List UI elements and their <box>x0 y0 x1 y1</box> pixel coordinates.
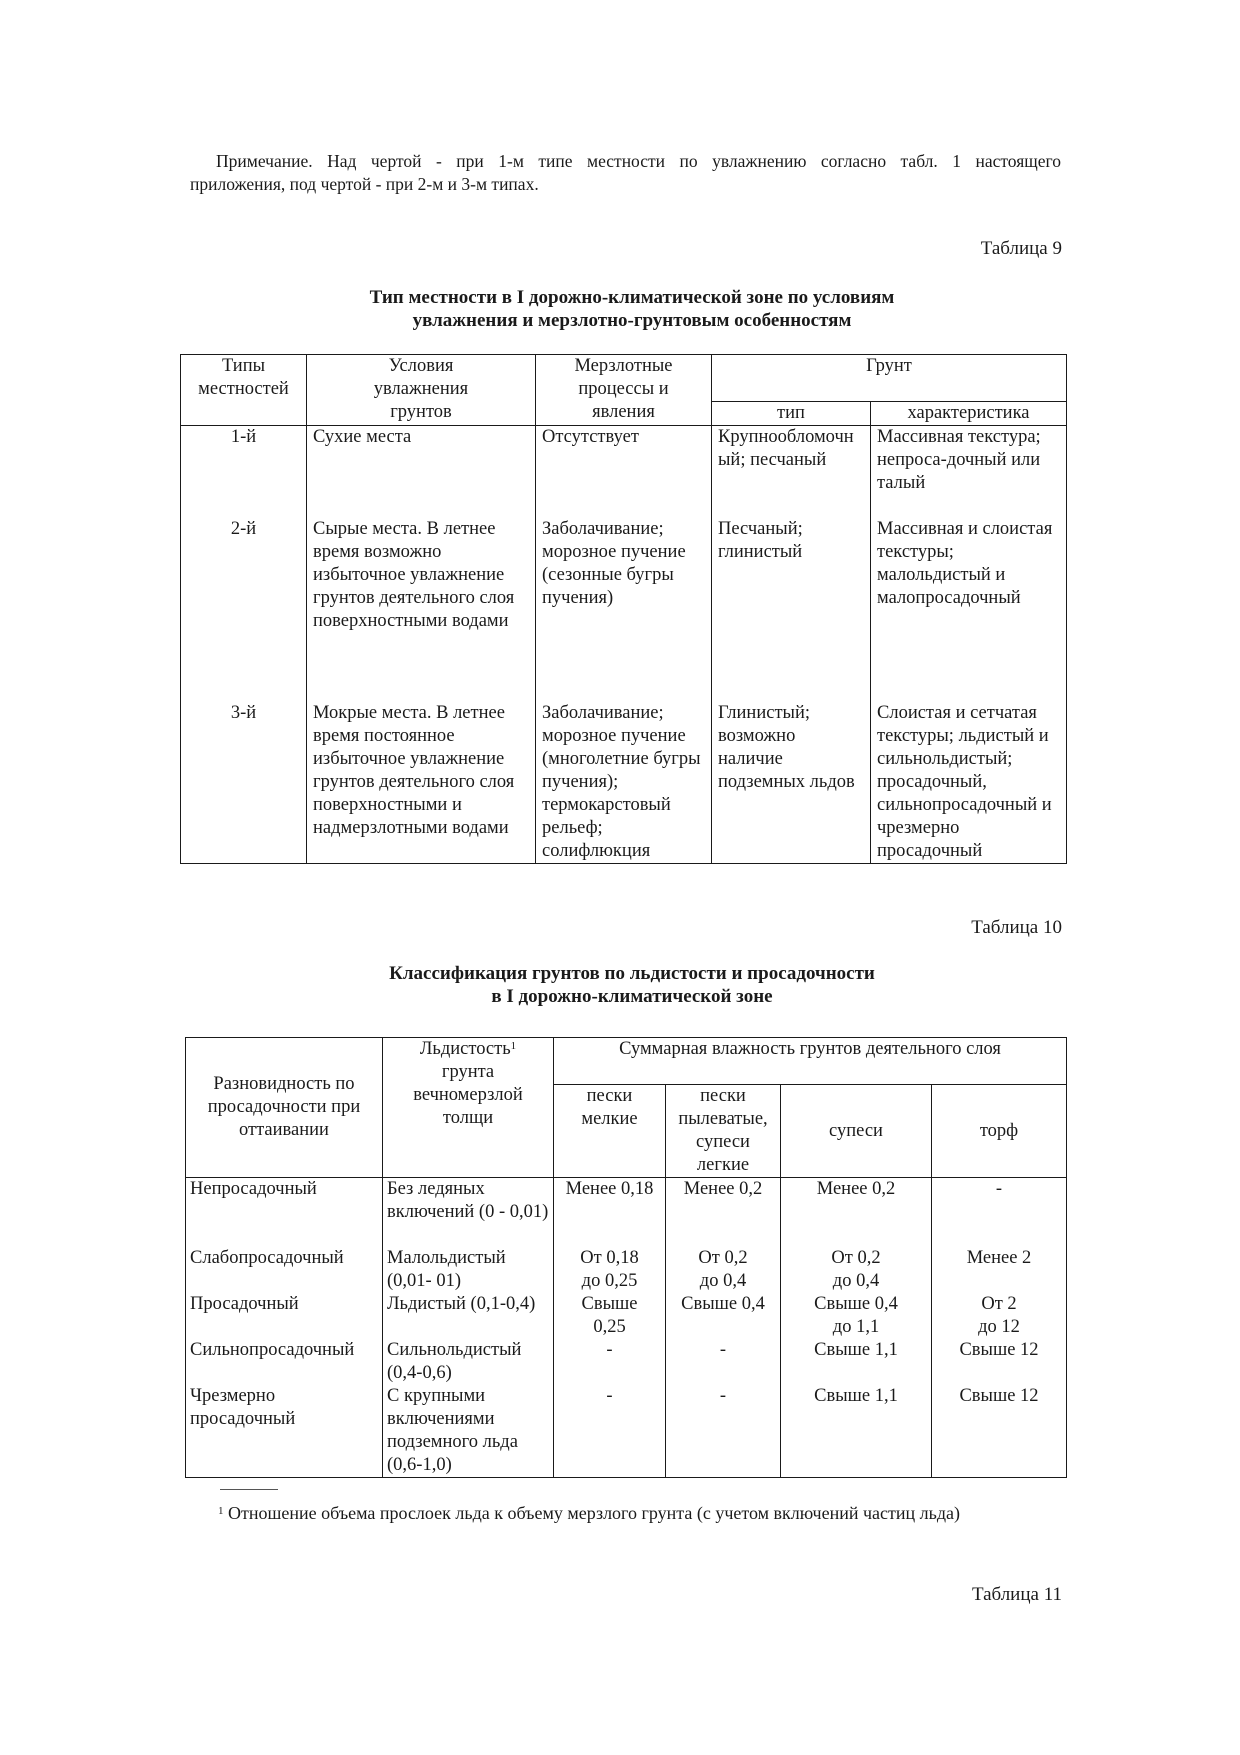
t10-cell-silty-sand: От 0,2 до 0,4 <box>666 1247 781 1293</box>
t10-cell-iciness: С крупными включениями подземного льда (0,6-1,0) <box>383 1385 554 1478</box>
t9-cell-frozen: Заболачивание; морозное пучение (сезонные бугры пучения) <box>536 518 712 702</box>
t9-cell-conditions: Сухие места <box>307 426 536 518</box>
t10-cell-peat: От 2 до 12 <box>932 1293 1067 1339</box>
t10-cell-iciness: Без ледяных включений (0 - 0,01) <box>383 1178 554 1247</box>
t10-row <box>186 1178 1067 1247</box>
t10-cell-variety: Непросадочный <box>186 1178 383 1247</box>
t10-cell-variety: Просадочный <box>186 1293 383 1339</box>
t9-cell-type: 1-й <box>181 426 307 518</box>
note-line-2: приложения, под чертой - при 2-м и 3-м типах. <box>190 174 539 194</box>
t10-row <box>186 1247 1067 1293</box>
t9-cell-conditions: Мокрые места. В летнее время постоянное избыточное увлажнение грунтов деятельного слоя поверхностными и надмерзлотными водами <box>307 702 536 864</box>
t9-cell-soil-char: Слоистая и сетчатая текстуры; льдистый и сильнольдистый; просадочный, сильнопросадочный и чрезмерно просадочный <box>871 702 1067 864</box>
t9-header-soil-char: характеристика <box>871 402 1067 426</box>
t9-cell-soil-type: Крупнообломочный; песчаный <box>712 426 871 518</box>
t10-cell-peat: Свыше 12 <box>932 1385 1067 1478</box>
table9-title-line2: увлажнения и мерзлотно-грунтовым особенностям <box>412 310 852 331</box>
note-paragraph <box>190 150 1061 196</box>
t10-cell-variety: Сильнопросадочный <box>186 1339 383 1385</box>
t10-row <box>186 1385 1067 1478</box>
t10-cell-sandy-loam: Менее 0,2 <box>781 1178 932 1247</box>
t10-header-variety: Разновидность по просадочности при оттаивании <box>186 1038 383 1178</box>
t10-cell-variety: Чрезмерно просадочный <box>186 1385 383 1478</box>
t9-cell-soil-type: Песчаный; глинистый <box>712 518 871 702</box>
t9-cell-type: 2-й <box>181 518 307 702</box>
t9-cell-soil-char: Массивная текстура; непроса-дочный или талый <box>871 426 1067 518</box>
t10-cell-fine-sand: Менее 0,18 <box>554 1178 666 1247</box>
t10-cell-sandy-loam: Свыше 0,4 до 1,1 <box>781 1293 932 1339</box>
t10-cell-variety: Слабопросадочный <box>186 1247 383 1293</box>
t10-header-iciness-title: Льдистость <box>419 1039 511 1059</box>
footnote-marker: 1 <box>218 1505 224 1517</box>
footnote-text: Отношение объема прослоек льда к объему мерзлого грунта (с учетом включений частиц льда) <box>228 1503 960 1523</box>
table9-title-line1: Тип местности в I дорожно-климатической зоне по условиям <box>369 287 895 308</box>
t10-cell-silty-sand: - <box>666 1385 781 1478</box>
t10-cell-iciness: Льдистый (0,1-0,4) <box>383 1293 554 1339</box>
t10-cell-silty-sand: - <box>666 1339 781 1385</box>
table9-title <box>160 286 1104 332</box>
t10-cell-sandy-loam: От 0,2 до 0,4 <box>781 1247 932 1293</box>
t10-header-moisture: Суммарная влажность грунтов деятельного слоя <box>554 1038 1067 1085</box>
footnote-ref: 1 <box>510 1040 517 1052</box>
table9-label: Таблица 9 <box>980 238 1062 259</box>
t10-cell-iciness: Сильнольдистый (0,4-0,6) <box>383 1339 554 1385</box>
t9-header-soil: Грунт <box>712 355 1067 402</box>
t9-header-soil-type: тип <box>712 402 871 426</box>
t9-row <box>181 518 1067 702</box>
table10-title-line2: в I дорожно-климатической зоне <box>491 986 773 1007</box>
table10-title <box>160 962 1104 1008</box>
t9-cell-conditions: Сырые места. В летнее время возможно избыточное увлажнение грунтов деятельного слоя поверхностными водами <box>307 518 536 702</box>
t10-header-sandy-loam: супеси <box>781 1085 932 1178</box>
t9-cell-type: 3-й <box>181 702 307 864</box>
t9-row <box>181 702 1067 864</box>
t10-cell-silty-sand: Менее 0,2 <box>666 1178 781 1247</box>
t10-header-silty-sand: пески пылеватые, супеси легкие <box>666 1085 781 1178</box>
t10-cell-sandy-loam: Свыше 1,1 <box>781 1385 932 1478</box>
t9-header-frozen: Мерзлотные процессы и явления <box>536 355 712 426</box>
t10-cell-iciness: Малольдистый (0,01- 01) <box>383 1247 554 1293</box>
t9-header-types: Типы местностей <box>181 355 307 426</box>
t9-row <box>181 426 1067 518</box>
t9-cell-soil-type: Глинистый; возможно наличие подземных льдов <box>712 702 871 864</box>
table9 <box>180 354 1067 864</box>
t9-header-conditions: Условия увлажнения грунтов <box>307 355 536 426</box>
t10-row <box>186 1339 1067 1385</box>
t10-header-peat: торф <box>932 1085 1067 1178</box>
t10-row <box>186 1293 1067 1339</box>
t10-cell-sandy-loam: Свыше 1,1 <box>781 1339 932 1385</box>
t10-cell-fine-sand: Свыше 0,25 <box>554 1293 666 1339</box>
t10-header-fine-sand: пески мелкие <box>554 1085 666 1178</box>
note-line-1: Примечание. Над чертой - при 1-м типе местности по увлажнению согласно табл. 1 настоящего <box>216 151 1061 171</box>
t10-header-iciness-rest: грунта вечномерзлой толщи <box>413 1062 523 1128</box>
t10-cell-fine-sand: - <box>554 1385 666 1478</box>
t9-cell-frozen: Заболачивание; морозное пучение (многолетние бугры пучения); термокарстовый рельеф; солифлюкция <box>536 702 712 864</box>
footnote-divider <box>220 1489 278 1490</box>
table10-label: Таблица 10 <box>971 917 1062 938</box>
t9-cell-soil-char: Массивная и слоистая текстуры; малольдистый и малопросадочный <box>871 518 1067 702</box>
t10-cell-peat: Менее 2 <box>932 1247 1067 1293</box>
t9-cell-frozen: Отсутствует <box>536 426 712 518</box>
table11-label: Таблица 11 <box>971 1584 1062 1605</box>
t10-cell-peat: - <box>932 1178 1067 1247</box>
t10-cell-silty-sand: Свыше 0,4 <box>666 1293 781 1339</box>
table10-title-line1: Классификация грунтов по льдистости и просадочности <box>389 963 875 984</box>
t10-cell-fine-sand: - <box>554 1339 666 1385</box>
t10-cell-fine-sand: От 0,18 до 0,25 <box>554 1247 666 1293</box>
table10 <box>185 1037 1067 1478</box>
t10-cell-peat: Свыше 12 <box>932 1339 1067 1385</box>
footnote <box>218 1502 960 1525</box>
t10-header-iciness <box>383 1038 554 1178</box>
